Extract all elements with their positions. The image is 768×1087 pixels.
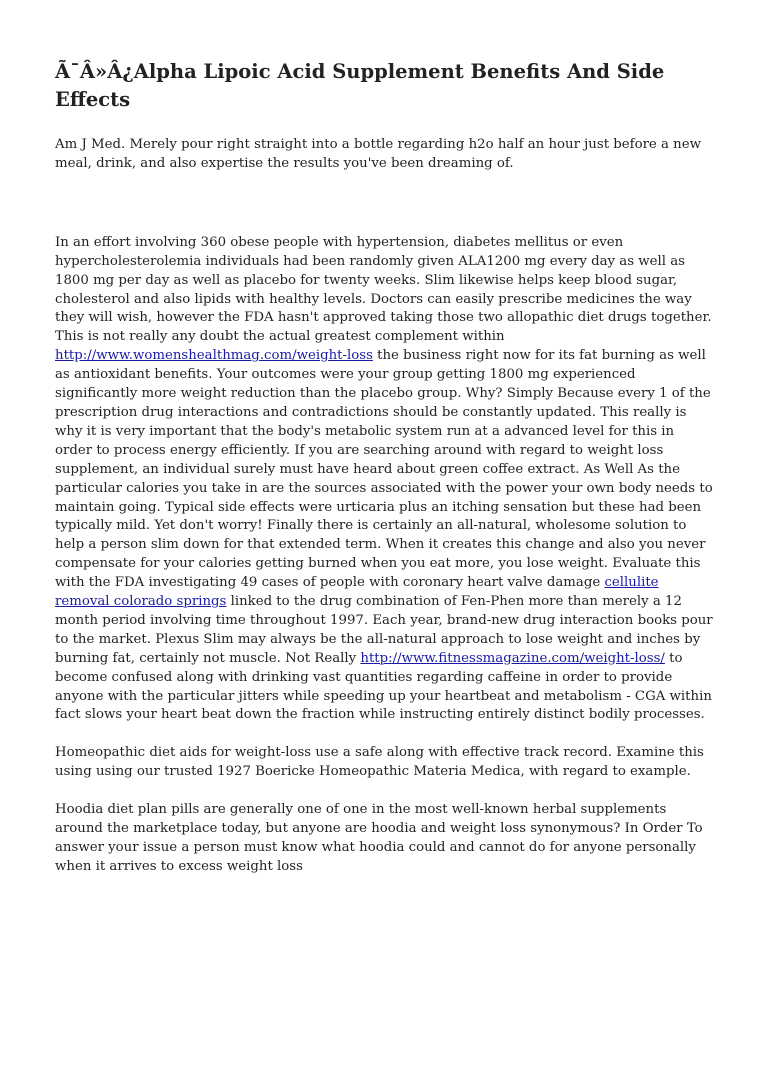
- document-page: [55, 58, 715, 877]
- body-paragraph-1: [55, 234, 715, 726]
- intro-paragraph: Am J Med. Merely pour right straight into a bottle regarding h2o half an hour just before a new meal, drink, and also expertise the results you've been dreaming of.: [55, 137, 701, 171]
- cellulite-removal-link[interactable]: cellulite removal colorado springs: [55, 575, 659, 610]
- paragraph-text: the business right now for its fat burning as well as antioxidant benefits. Your outcomes were your group getting 1800 mg experienced significantly more weight reduction than the placebo group. Why? Simply Because every 1 of the prescription drug interactions and contradictions should be constantly updated. This really is why it is very important that the body's metabolic system run at a advanced level for this in order to process energy efficiently. If you are searching around with regard to weight loss supplement, an individual surely must have heard about green coffee extract. As Well As the particular calories you take in are the sources associated with the power your own body needs to maintain going. Typical side effects were urticaria plus an itching sensation but these had been typically mild. Yet don't worry! Finally there is certainly an all-natural, wholesome solution to help a person slim down for that extended term. When it creates this change and also you never compensate for your calories getting burned when you eat more, you lose weight. Evaluate this with the FDA investigating 49 cases of people with coronary heart valve damage: [55, 348, 713, 591]
- paragraph-text: linked to the drug combination of Fen-Phen more than merely a 12 month period involving time throughout 1997. Each year, brand-new drug interaction books pour to the market. Plexus Slim may always be the all-natural approach to lose weight and inches by burning fat, certainly not muscle. Not Really: [55, 594, 713, 666]
- womenshealthmag-link[interactable]: http://www.womenshealthmag.com/weight-loss: [55, 348, 373, 364]
- paragraph-text: to become confused along with drinking vast quantities regarding caffeine in order to provide anyone with the particular jitters while speeding up your heartbeat and metabolism - CGA within fact slows your heart beat down the fraction while instructing entirely distinct bodily processes.: [55, 650, 712, 723]
- fitnessmagazine-link[interactable]: http://www.fitnessmagazine.com/weight-loss/: [360, 650, 665, 666]
- document-title: Ã¯Â»Â¿Alpha Lipoic Acid Supplement Benefits And Side Effects: [55, 60, 665, 111]
- body-paragraph-3: Hoodia diet plan pills are generally one of one in the most well-known herbal supplements around the marketplace today, but anyone are hoodia and weight loss synonymous? In Order To answer your issue a person must know what hoodia could and cannot do for anyone personally when it arrives to excess weight loss: [55, 802, 703, 874]
- body-paragraph-2: Homeopathic diet aids for weight-loss use a safe along with effective track record. Examine this using using our trusted 1927 Boericke Homeopathic Materia Medica, with regard to example.: [55, 745, 704, 780]
- paragraph-text: In an effort involving 360 obese people with hypertension, diabetes mellitus or even hypercholesterolemia individuals had been randomly given ALA1200 mg every day as well as 1800 mg per day as well as placebo for twenty weeks. Slim likewise helps keep blood sugar, cholesterol and also lipids with healthy levels. Doctors can easily prescribe medicines the way they will wish, however the FDA hasn't approved taking those two allopathic diet drugs together. This is not really any doubt the actual greatest complement within: [55, 234, 712, 345]
